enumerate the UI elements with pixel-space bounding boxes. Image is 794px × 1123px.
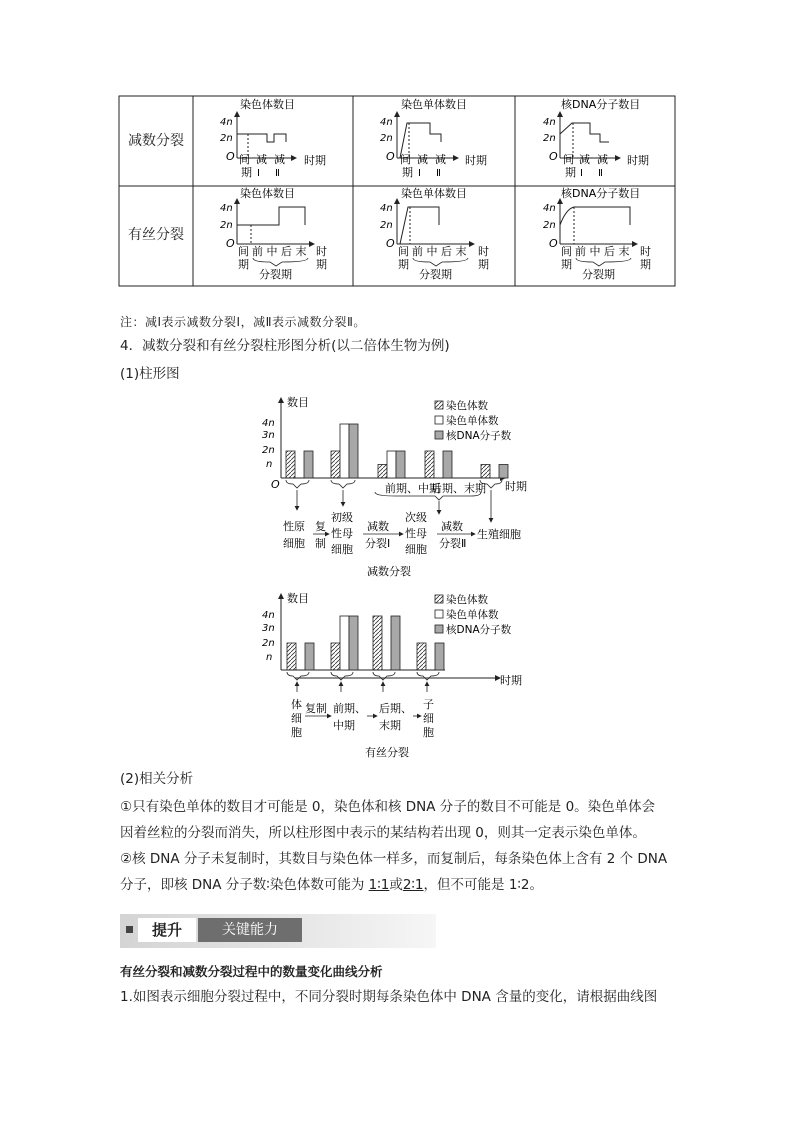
svg-text:期: 期 — [316, 258, 327, 271]
ratio-answer-2: 2∶1 — [402, 877, 424, 893]
svg-text:末期: 末期 — [379, 719, 401, 732]
banner-lift-label: 提升 — [138, 918, 196, 942]
p1-line1: ①只有染色单体的数目才可能是 0，染色体和核 DNA 分子的数目不可能是 0。染色单体会 — [120, 799, 656, 815]
sub1-title: (1)柱形图 — [120, 366, 180, 382]
chromosome-bar — [417, 643, 426, 670]
origin-label: O — [271, 478, 280, 491]
y-tick-3n: 3n — [262, 430, 275, 441]
dna-bar — [396, 451, 405, 478]
svg-text:时: 时 — [640, 245, 651, 258]
svg-text:前 中 后 末: 前 中 后 末 — [575, 245, 630, 258]
mitosis-dna-chart — [543, 186, 651, 281]
legend-chromosome: 染色体数 — [446, 400, 488, 412]
sub2-title: (2)相关分析 — [120, 771, 194, 787]
group-label: 前期、中期 — [385, 482, 440, 495]
meiosis-chromosome-chart — [220, 97, 326, 179]
svg-text:间: 间 — [400, 153, 411, 166]
y-tick-n: n — [266, 459, 273, 470]
y-tick-2n: 2n — [262, 638, 275, 649]
dna-bar — [435, 643, 444, 670]
svg-text:时期: 时期 — [465, 154, 487, 167]
svg-text:O: O — [549, 237, 558, 250]
svg-text:2n: 2n — [543, 220, 556, 231]
dna-bar — [305, 643, 314, 670]
svg-text:间: 间 — [561, 245, 572, 258]
svg-text:减: 减 — [597, 153, 608, 166]
legend-dna: 核DNA分子数 — [446, 624, 512, 636]
chromosome-bar — [331, 451, 340, 478]
svg-text:期: 期 — [241, 166, 252, 179]
svg-text:细: 细 — [291, 712, 302, 725]
svg-text:2n: 2n — [380, 133, 393, 144]
chromosome-bar — [287, 643, 296, 670]
dna-bar — [443, 451, 452, 478]
svg-text:前期、: 前期、 — [333, 702, 366, 715]
svg-text:O: O — [386, 150, 395, 163]
svg-text:前 中 后 末: 前 中 后 末 — [252, 245, 307, 258]
svg-text:2n: 2n — [543, 133, 556, 144]
meiosis-bar-chart — [255, 392, 545, 582]
chromosome-bar — [331, 643, 340, 670]
x-axis-title: 时期 — [500, 674, 522, 687]
svg-text:性母: 性母 — [405, 527, 427, 540]
chart-title: 染色体数目 — [240, 187, 295, 200]
svg-text:复制: 复制 — [305, 702, 327, 715]
svg-text:分裂期: 分裂期 — [259, 268, 292, 281]
svg-text:生殖细胞: 生殖细胞 — [477, 528, 521, 541]
legend-chromatid: 染色单体数 — [446, 609, 499, 621]
svg-text:初级: 初级 — [331, 511, 353, 524]
legend-swatch-chromosome — [435, 401, 443, 409]
svg-text:4n: 4n — [220, 203, 233, 214]
banner-key-label: 关键能力 — [198, 918, 302, 942]
svg-text:Ⅰ: Ⅰ — [418, 168, 421, 179]
p2-line2: 分子，即核 DNA 分子数∶染色体数可能为 1∶1或2∶1，但不可能是 1∶2。 — [120, 877, 544, 893]
svg-text:4n: 4n — [543, 117, 556, 128]
legend-dna: 核DNA分子数 — [446, 430, 512, 442]
ratio-answer-1: 1∶1 — [368, 877, 390, 893]
svg-text:4n: 4n — [380, 117, 393, 128]
meiosis-chromatid-chart — [380, 97, 487, 179]
svg-text:期: 期 — [565, 166, 576, 179]
dna-bar — [391, 616, 400, 670]
svg-text:中期: 中期 — [333, 719, 355, 732]
svg-text:减: 减 — [274, 153, 285, 166]
svg-text:时: 时 — [478, 245, 489, 258]
svg-text:制: 制 — [315, 537, 326, 550]
svg-text:O: O — [226, 237, 235, 250]
svg-text:Ⅱ: Ⅱ — [275, 168, 280, 179]
svg-text:Ⅰ: Ⅰ — [580, 168, 583, 179]
question-1: 1.如图表示细胞分裂过程中，不同分裂时期每条染色体中 DNA 含量的变化，请根据曲线图 — [120, 989, 658, 1005]
svg-text:4n: 4n — [380, 203, 393, 214]
svg-text:期: 期 — [402, 166, 413, 179]
mitosis-chromatid-chart — [380, 186, 489, 281]
svg-text:期: 期 — [561, 258, 572, 271]
row-label-mitosis: 有丝分裂 — [128, 227, 184, 243]
y-tick-3n: 3n — [262, 623, 275, 634]
meiosis-dna-chart — [543, 97, 649, 179]
svg-text:次级: 次级 — [405, 511, 427, 524]
svg-text:分裂Ⅱ: 分裂Ⅱ — [439, 537, 467, 550]
svg-text:间: 间 — [563, 153, 574, 166]
y-tick-2n: 2n — [262, 445, 275, 456]
svg-text:O: O — [549, 150, 558, 163]
chart-title: 核DNA分子数目 — [561, 187, 641, 200]
chart-title: 染色单体数目 — [401, 98, 467, 111]
svg-text:时: 时 — [316, 245, 327, 258]
y-tick-4n: 4n — [262, 418, 275, 429]
svg-text:期: 期 — [478, 258, 489, 271]
chart-caption: 减数分裂 — [367, 565, 411, 578]
svg-text:复: 复 — [315, 520, 326, 533]
chromosome-bar — [425, 451, 434, 478]
x-axis-title: 时期 — [505, 480, 527, 493]
svg-text:胞: 胞 — [423, 726, 434, 739]
svg-text:前 中 后 末: 前 中 后 末 — [412, 245, 467, 258]
svg-text:间: 间 — [398, 245, 409, 258]
legend-swatch-chromosome — [435, 595, 443, 603]
y-axis-title: 数目 — [287, 396, 309, 409]
dna-bar — [349, 424, 358, 478]
svg-text:减: 减 — [579, 153, 590, 166]
svg-text:性原: 性原 — [283, 520, 305, 533]
svg-text:O: O — [226, 150, 235, 163]
y-tick-4n: 4n — [262, 610, 275, 621]
svg-text:减: 减 — [417, 153, 428, 166]
svg-text:胞: 胞 — [291, 726, 302, 739]
dna-bar — [349, 616, 358, 670]
chromosome-bar — [481, 465, 490, 479]
group-label: 后期、末期 — [431, 482, 486, 495]
svg-text:细胞: 细胞 — [331, 543, 353, 556]
y-axis-title: 数目 — [287, 592, 309, 605]
svg-text:后期、: 后期、 — [379, 702, 412, 715]
chromosome-bar — [378, 465, 387, 479]
svg-text:O: O — [386, 237, 395, 250]
legend-swatch-chromatid — [435, 610, 443, 618]
chromatid-bar — [340, 424, 349, 478]
svg-text:细: 细 — [423, 712, 434, 725]
svg-text:减数: 减数 — [367, 520, 389, 533]
svg-text:分裂期: 分裂期 — [582, 268, 615, 281]
chromatid-bar — [340, 616, 349, 670]
svg-text:减: 减 — [256, 153, 267, 166]
chart-caption: 有丝分裂 — [365, 746, 409, 759]
svg-text:2n: 2n — [220, 220, 233, 231]
dna-bar — [499, 465, 508, 479]
svg-text:分裂Ⅰ: 分裂Ⅰ — [365, 537, 391, 550]
svg-text:4n: 4n — [543, 203, 556, 214]
section-title: 有丝分裂和减数分裂过程中的数量变化曲线分析 — [120, 964, 383, 979]
legend-chromosome: 染色体数 — [446, 594, 488, 606]
note: 注：减Ⅰ表示减数分裂Ⅰ，减Ⅱ表示减数分裂Ⅱ。 — [120, 315, 366, 329]
svg-text:间: 间 — [239, 153, 250, 166]
svg-text:间: 间 — [238, 245, 249, 258]
legend-swatch-chromatid — [435, 416, 443, 424]
chart-title: 染色体数目 — [240, 98, 295, 111]
legend-chromatid: 染色单体数 — [446, 415, 499, 427]
svg-text:2n: 2n — [220, 133, 233, 144]
svg-text:体: 体 — [291, 698, 302, 711]
svg-text:Ⅱ: Ⅱ — [598, 168, 603, 179]
chromatid-bar — [387, 451, 396, 478]
chart-title: 染色单体数目 — [401, 187, 467, 200]
svg-text:4n: 4n — [220, 117, 233, 128]
svg-text:期: 期 — [238, 258, 249, 271]
svg-text:期: 期 — [398, 258, 409, 271]
comparison-table — [0, 0, 794, 300]
legend-swatch-dna — [435, 431, 443, 439]
chromosome-bar — [286, 451, 295, 478]
svg-text:时期: 时期 — [304, 154, 326, 167]
p1-line2: 因着丝粒的分裂而消失，所以柱形图中表示的某结构若出现 0，则其一定表示染色单体。 — [120, 825, 646, 841]
mitosis-chromosome-chart — [220, 186, 327, 281]
svg-text:性母: 性母 — [331, 527, 353, 540]
mitosis-bar-chart — [255, 588, 545, 763]
svg-text:2n: 2n — [380, 220, 393, 231]
section4-title: 4．减数分裂和有丝分裂柱形图分析(以二倍体生物为例) — [120, 338, 450, 354]
p2-line1: ②核 DNA 分子未复制时，其数目与染色体一样多，而复制后，每条染色体上含有 2 个 DNA — [120, 851, 668, 867]
svg-text:分裂期: 分裂期 — [419, 268, 452, 281]
dna-bar — [304, 451, 313, 478]
svg-text:细胞: 细胞 — [283, 537, 305, 550]
svg-text:子: 子 — [423, 698, 434, 711]
legend-swatch-dna — [435, 625, 443, 633]
chart-title: 核DNA分子数目 — [561, 98, 641, 111]
svg-text:减: 减 — [435, 153, 446, 166]
row-label-meiosis: 减数分裂 — [128, 133, 184, 149]
svg-text:时期: 时期 — [627, 154, 649, 167]
svg-text:细胞: 细胞 — [405, 543, 427, 556]
svg-text:减数: 减数 — [441, 520, 463, 533]
chromosome-bar — [373, 616, 382, 670]
square-bullet-icon — [126, 926, 133, 933]
y-tick-n: n — [266, 652, 273, 663]
svg-text:Ⅱ: Ⅱ — [436, 168, 441, 179]
svg-text:期: 期 — [640, 258, 651, 271]
svg-text:Ⅰ: Ⅰ — [257, 168, 260, 179]
